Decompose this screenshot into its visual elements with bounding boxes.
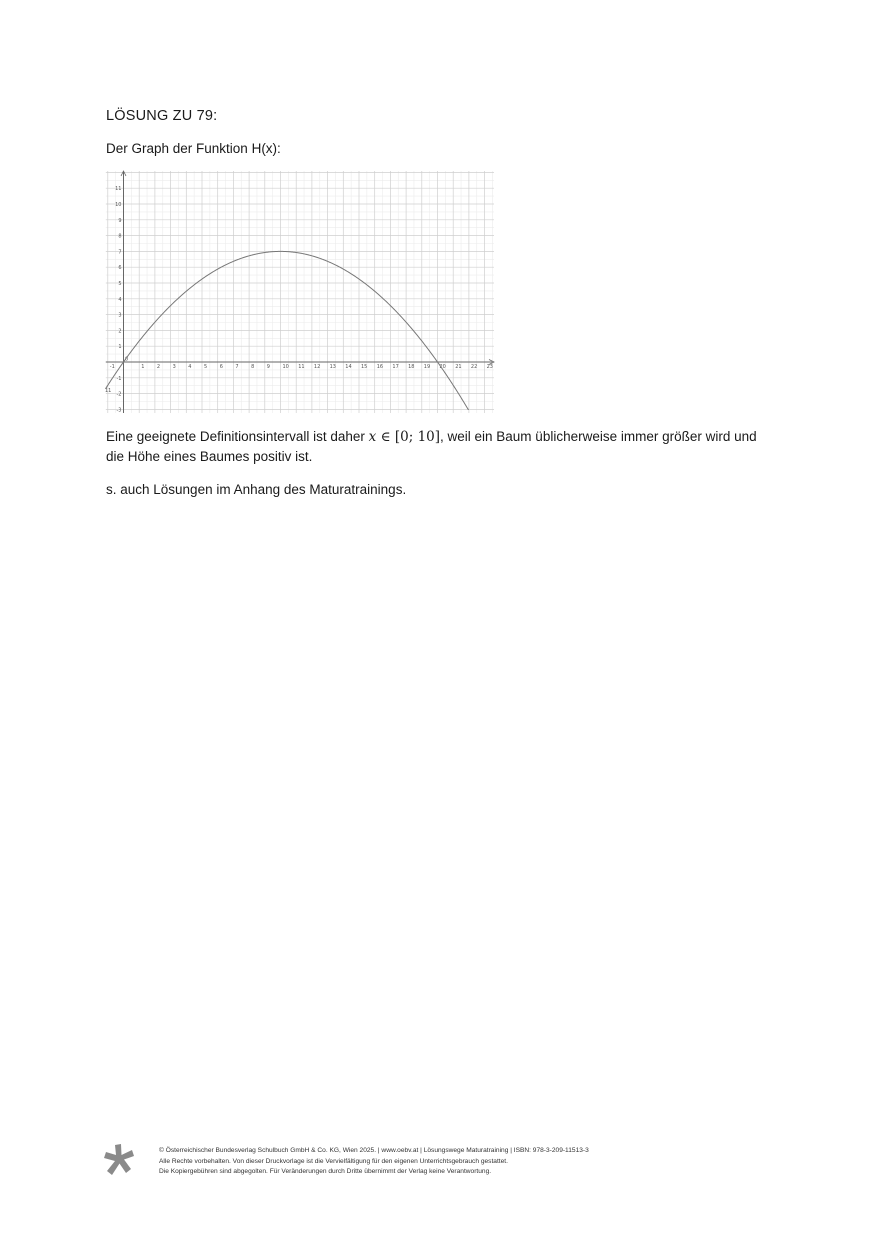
y-tick-label: 11 [115,186,122,193]
math-interval: ∈ [0; 10] [376,429,441,445]
y-tick-label: 3 [118,312,122,319]
x-tick-label: 18 [408,364,415,370]
graph-intro: Der Graph der Funktion H(x): [106,141,281,156]
function-graph [103,168,495,414]
x-tick-label: 1 [141,364,145,370]
solution-heading: LÖSUNG ZU 79: [106,108,218,124]
footer-copyright [159,1146,589,1178]
x-tick-label: 11 [298,364,305,370]
graph-grid [106,171,494,413]
x-tick-label: 22 [470,364,478,370]
x-tick-label: 3 [172,364,176,370]
y-tick-label: 4 [118,296,122,303]
y-tick-label: 1 [118,344,122,351]
origin-label: 0 [125,356,129,363]
x-tick-label: 5 [204,364,208,370]
y-tick-label: 7 [118,249,122,256]
x-tick-label: 13 [329,364,336,370]
y-tick-label: 2 [118,328,122,335]
extra-label: 11 [105,388,112,395]
footer-line-3: Die Kopiergebühren sind abgegolten. Für Veränderungen durch Dritte übernimmt der Verlag keine Verantwortung. [159,1168,492,1176]
y-tick-label: 6 [118,265,122,272]
x-tick-label: 6 [219,364,223,370]
x-tick-label: 14 [345,364,352,370]
x-tick-label: 10 [282,364,289,370]
appendix-note: s. auch Lösungen im Anhang des Maturatrainings. [106,482,407,497]
y-tick-label: -2 [116,391,122,398]
footer-line-1: © Österreichischer Bundesverlag Schulbuch GmbH & Co. KG, Wien 2025. | www.oebv.at | Lösungswege Maturatraining | ISBN: 978-3-209-11513-3 [159,1147,589,1154]
y-tick-label: -3 [116,407,122,414]
x-tick-label: 16 [376,364,384,370]
x-tick-label: 4 [188,364,192,370]
footer-line-2: Alle Rechte vorbehalten. Von dieser Druckvorlage ist die Vervielfältigung für den eigenen Unterrichtsgebrauch gestattet. [159,1157,508,1165]
definition-text-start: Eine geeignete Definitionsintervall ist daher [106,429,369,444]
x-tick-label: 12 [313,364,321,370]
math-variable: x [368,429,377,445]
publisher-logo-icon [104,1144,134,1176]
y-tick-label: 5 [118,281,122,287]
x-tick-label: 17 [392,364,399,370]
x-tick-label: 19 [423,364,431,370]
x-tick-label: 20 [439,364,446,370]
definition-text-end: , weil ein Baum üblicherweise immer größer wird und [440,429,757,444]
x-tick-label: 15 [361,364,368,370]
x-tick-label: 7 [235,364,239,370]
y-tick-label: -1 [116,375,122,382]
definition-paragraph [106,427,786,467]
x-tick-label: 21 [455,364,462,370]
y-tick-label: 9 [118,217,122,224]
x-tick-label: 2 [156,364,161,370]
x-tick-label: 9 [266,364,270,370]
x-tick-label: 8 [251,364,255,370]
x-tick-label: -1 [109,364,115,370]
y-tick-label: 10 [115,202,122,208]
definition-text-line2: die Höhe eines Baumes positiv ist. [106,449,313,464]
graph-axes [106,171,494,413]
y-tick-label: 8 [118,233,122,240]
x-tick-label: 23 [486,364,493,370]
